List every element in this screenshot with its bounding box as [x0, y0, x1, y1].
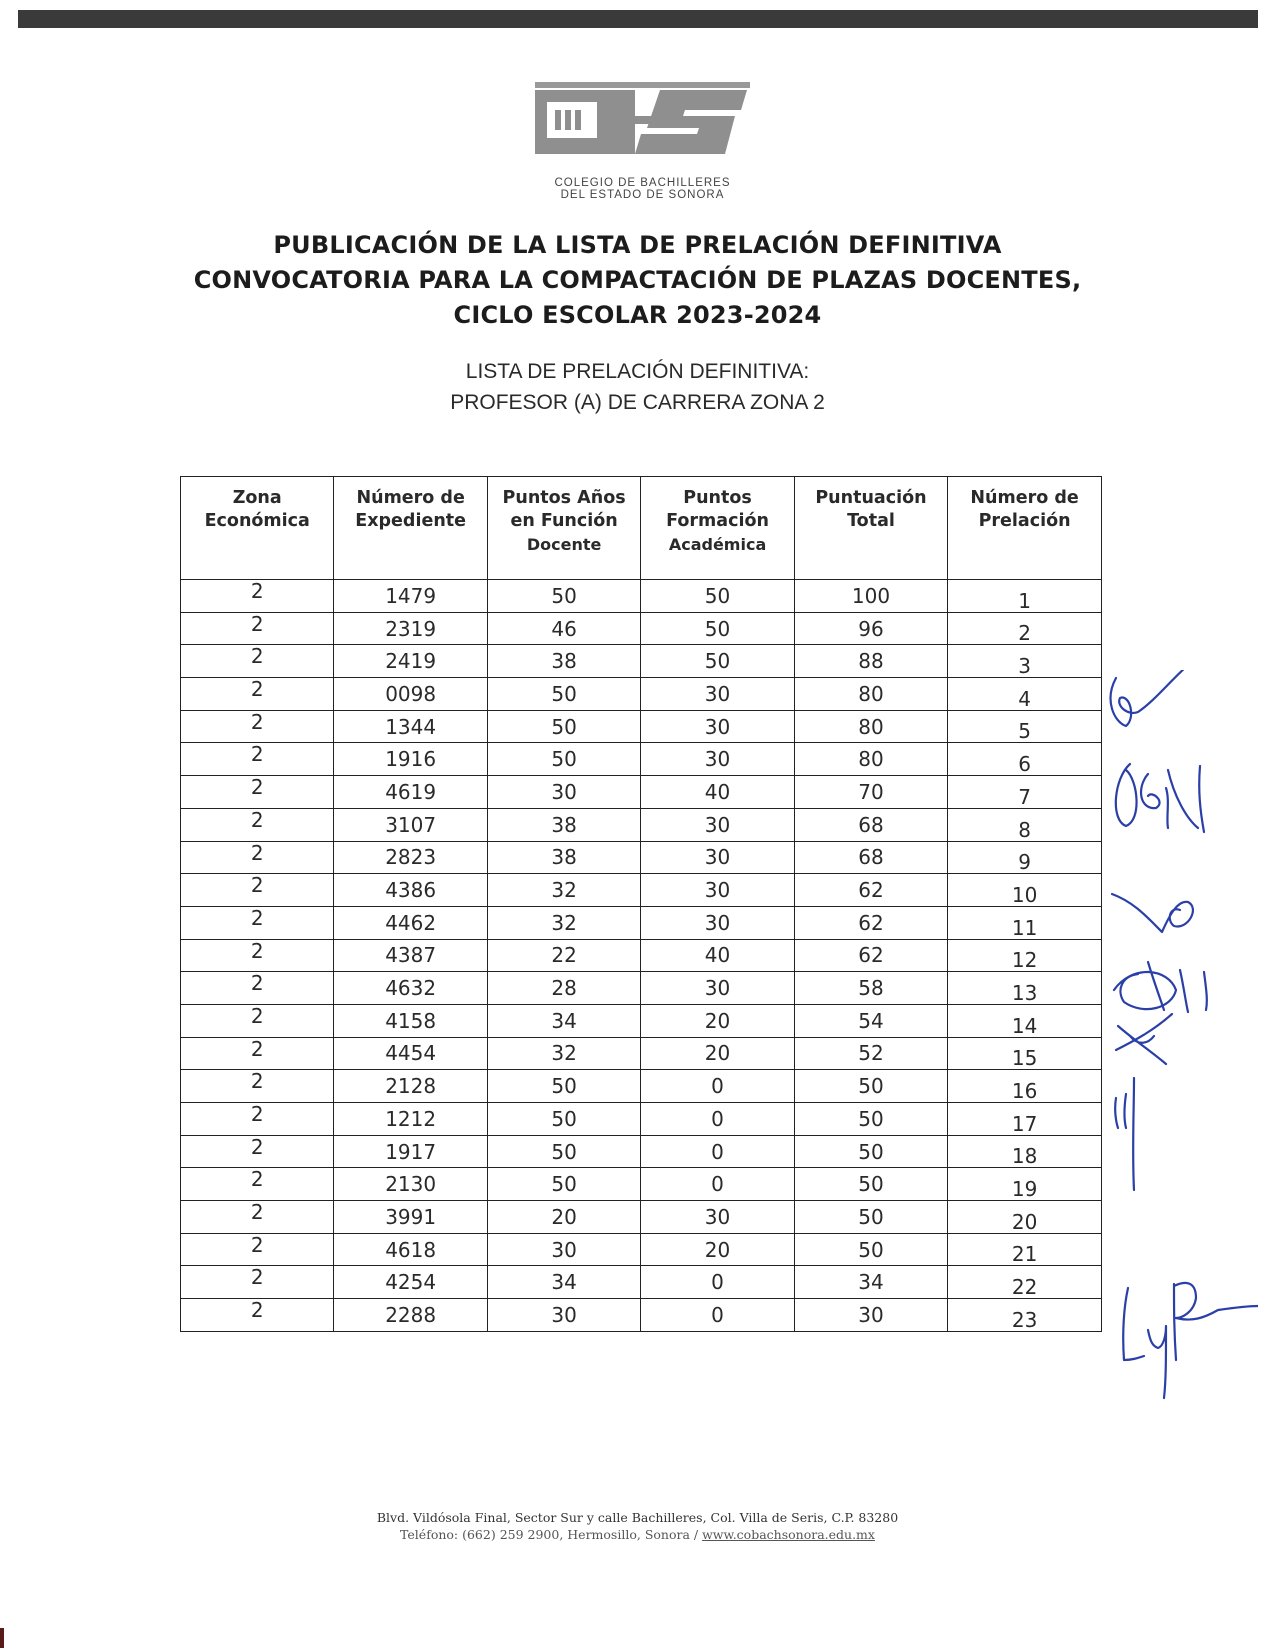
cell-prelacion: 9	[948, 841, 1102, 874]
table-row	[181, 743, 1102, 776]
cell-anios: 50	[487, 1070, 640, 1103]
cell-prelacion: 12	[948, 939, 1102, 972]
cell-prelacion: 17	[948, 1103, 1102, 1136]
table-header-row	[181, 477, 1102, 580]
header-text: Expediente	[355, 511, 467, 531]
header-text: Total	[847, 511, 895, 531]
cell-anios: 30	[487, 776, 640, 809]
cell-formacion: 50	[641, 580, 794, 613]
cell-anios: 38	[487, 841, 640, 874]
cell-total: 50	[794, 1135, 947, 1168]
cell-anios: 50	[487, 678, 640, 711]
table-row	[181, 808, 1102, 841]
cell-total: 50	[794, 1201, 947, 1234]
title-line1: PUBLICACIÓN DE LA LISTA DE PRELACIÓN DEFINITIVA	[273, 231, 1002, 259]
cell-zona: 2	[181, 841, 334, 874]
cell-zona: 2	[181, 612, 334, 645]
cobach-logo	[535, 82, 750, 200]
header-text: Puntuación	[815, 488, 927, 508]
cell-zona: 2	[181, 776, 334, 809]
cell-total: 68	[794, 808, 947, 841]
cell-total: 62	[794, 906, 947, 939]
table-row	[181, 1037, 1102, 1070]
header-text: Puntos Años	[502, 488, 626, 508]
cell-prelacion: 6	[948, 743, 1102, 776]
cell-total: 96	[794, 612, 947, 645]
cell-anios: 20	[487, 1201, 640, 1234]
table-row	[181, 939, 1102, 972]
header-text: Académica	[668, 535, 767, 554]
table-row	[181, 906, 1102, 939]
cell-formacion: 30	[641, 808, 794, 841]
cell-formacion: 40	[641, 939, 794, 972]
header-text: Prelación	[978, 511, 1071, 531]
cell-zona: 2	[181, 1135, 334, 1168]
cell-prelacion: 5	[948, 710, 1102, 743]
cell-expediente: 2419	[334, 645, 487, 678]
cell-expediente: 1212	[334, 1103, 487, 1136]
cell-anios: 38	[487, 645, 640, 678]
cell-expediente: 4454	[334, 1037, 487, 1070]
cell-anios: 46	[487, 612, 640, 645]
cell-prelacion: 16	[948, 1070, 1102, 1103]
handwritten-signatures	[1108, 670, 1258, 1450]
cell-formacion: 0	[641, 1103, 794, 1136]
table-row	[181, 776, 1102, 809]
header-puntuacion-total	[794, 477, 947, 580]
cell-total: 80	[794, 743, 947, 776]
cell-zona: 2	[181, 710, 334, 743]
header-text: Formación	[666, 511, 769, 531]
cell-prelacion: 21	[948, 1233, 1102, 1266]
cell-zona: 2	[181, 1004, 334, 1037]
document-title	[0, 228, 1275, 333]
cell-expediente: 1916	[334, 743, 487, 776]
cell-zona: 2	[181, 1266, 334, 1299]
ranking-table	[180, 476, 1102, 1332]
cell-formacion: 20	[641, 1233, 794, 1266]
cell-expediente: 2130	[334, 1168, 487, 1201]
logo-text-line2: DEL ESTADO DE SONORA	[560, 189, 725, 201]
cell-total: 30	[794, 1299, 947, 1332]
cell-formacion: 0	[641, 1266, 794, 1299]
subtitle-line1: LISTA DE PRELACIÓN DEFINITIVA:	[465, 360, 810, 383]
header-puntos-formacion	[641, 477, 794, 580]
header-text: Económica	[204, 511, 310, 531]
cell-prelacion: 19	[948, 1168, 1102, 1201]
footer-phone: Teléfono: (662) 259 2900, Hermosillo, Sonora /	[400, 1527, 703, 1542]
cell-anios: 50	[487, 743, 640, 776]
table-row	[181, 1004, 1102, 1037]
cell-zona: 2	[181, 906, 334, 939]
cell-anios: 50	[487, 710, 640, 743]
cell-formacion: 50	[641, 645, 794, 678]
cell-expediente: 2128	[334, 1070, 487, 1103]
cell-formacion: 20	[641, 1004, 794, 1037]
cell-formacion: 30	[641, 1201, 794, 1234]
cell-formacion: 0	[641, 1070, 794, 1103]
cell-expediente: 0098	[334, 678, 487, 711]
table-row	[181, 841, 1102, 874]
signature-2	[1116, 764, 1204, 832]
title-line3: CICLO ESCOLAR 2023-2024	[453, 301, 822, 329]
table-row	[181, 1233, 1102, 1266]
cell-total: 88	[794, 645, 947, 678]
cell-zona: 2	[181, 645, 334, 678]
table-row	[181, 1299, 1102, 1332]
cell-expediente: 4632	[334, 972, 487, 1005]
cell-expediente: 4387	[334, 939, 487, 972]
cell-formacion: 0	[641, 1168, 794, 1201]
cell-expediente: 4158	[334, 1004, 487, 1037]
cell-prelacion: 1	[948, 580, 1102, 613]
signature-7	[1123, 1283, 1258, 1398]
cell-expediente: 4386	[334, 874, 487, 907]
cell-total: 80	[794, 710, 947, 743]
footer-website-link[interactable]: www.cobachsonora.edu.mx	[702, 1527, 875, 1542]
table-row	[181, 874, 1102, 907]
cell-total: 50	[794, 1168, 947, 1201]
cell-zona: 2	[181, 1168, 334, 1201]
cell-formacion: 30	[641, 972, 794, 1005]
cell-formacion: 0	[641, 1135, 794, 1168]
cell-total: 62	[794, 939, 947, 972]
cell-zona: 2	[181, 1037, 334, 1070]
cell-expediente: 1479	[334, 580, 487, 613]
cell-prelacion: 4	[948, 678, 1102, 711]
cell-anios: 34	[487, 1266, 640, 1299]
header-text: Número de	[970, 488, 1079, 508]
cell-zona: 2	[181, 1201, 334, 1234]
header-zona-economica	[181, 477, 334, 580]
table-row	[181, 1070, 1102, 1103]
cell-zona: 2	[181, 972, 334, 1005]
cell-prelacion: 15	[948, 1037, 1102, 1070]
cell-zona: 2	[181, 939, 334, 972]
cell-total: 52	[794, 1037, 947, 1070]
cell-total: 58	[794, 972, 947, 1005]
table-row	[181, 678, 1102, 711]
footer-address: Blvd. Vildósola Final, Sector Sur y calle Bachilleres, Col. Villa de Seris, C.P. 83280	[376, 1510, 899, 1525]
cell-expediente: 2319	[334, 612, 487, 645]
cell-anios: 34	[487, 1004, 640, 1037]
cell-zona: 2	[181, 1070, 334, 1103]
cell-zona: 2	[181, 1103, 334, 1136]
cell-total: 62	[794, 874, 947, 907]
cell-total: 50	[794, 1070, 947, 1103]
cell-zona: 2	[181, 1299, 334, 1332]
header-numero-expediente	[334, 477, 487, 580]
cell-anios: 30	[487, 1233, 640, 1266]
cell-anios: 28	[487, 972, 640, 1005]
table-row	[181, 1168, 1102, 1201]
cobach-logo-icon	[535, 82, 750, 156]
cell-anios: 50	[487, 1135, 640, 1168]
table-row	[181, 1201, 1102, 1234]
cell-anios: 32	[487, 906, 640, 939]
cell-formacion: 30	[641, 678, 794, 711]
scan-edge-mark	[0, 1628, 4, 1648]
table-row	[181, 1266, 1102, 1299]
cell-zona: 2	[181, 580, 334, 613]
cell-formacion: 30	[641, 743, 794, 776]
cell-expediente: 2288	[334, 1299, 487, 1332]
cell-anios: 32	[487, 874, 640, 907]
cell-prelacion: 22	[948, 1266, 1102, 1299]
cell-zona: 2	[181, 678, 334, 711]
logo-text-line1: COLEGIO DE BACHILLERES	[554, 177, 731, 189]
cell-anios: 38	[487, 808, 640, 841]
table-row	[181, 1103, 1102, 1136]
cell-prelacion: 13	[948, 972, 1102, 1005]
signature-4	[1114, 962, 1207, 1012]
header-text: en Función	[510, 511, 618, 531]
signature-1	[1111, 670, 1196, 726]
table-row	[181, 710, 1102, 743]
cell-expediente: 4462	[334, 906, 487, 939]
cell-formacion: 30	[641, 710, 794, 743]
cell-zona: 2	[181, 874, 334, 907]
cell-total: 34	[794, 1266, 947, 1299]
cell-expediente: 4618	[334, 1233, 487, 1266]
cell-total: 70	[794, 776, 947, 809]
cell-anios: 50	[487, 580, 640, 613]
header-text: Zona	[232, 488, 282, 508]
cell-total: 54	[794, 1004, 947, 1037]
footer-contact	[0, 1526, 1275, 1543]
cell-prelacion: 2	[948, 612, 1102, 645]
cell-zona: 2	[181, 808, 334, 841]
cell-total: 100	[794, 580, 947, 613]
cell-total: 50	[794, 1103, 947, 1136]
cell-prelacion: 20	[948, 1201, 1102, 1234]
page-footer	[0, 1509, 1275, 1543]
cell-total: 80	[794, 678, 947, 711]
header-text: Puntos	[683, 488, 752, 508]
signature-6	[1115, 1078, 1134, 1190]
subtitle-line2: PROFESOR (A) DE CARRERA ZONA 2	[450, 391, 825, 414]
cell-expediente: 4254	[334, 1266, 487, 1299]
cell-total: 68	[794, 841, 947, 874]
cell-prelacion: 14	[948, 1004, 1102, 1037]
cell-anios: 30	[487, 1299, 640, 1332]
cell-prelacion: 7	[948, 776, 1102, 809]
cell-formacion: 30	[641, 874, 794, 907]
cell-formacion: 0	[641, 1299, 794, 1332]
cell-formacion: 30	[641, 841, 794, 874]
cell-expediente: 1344	[334, 710, 487, 743]
cell-anios: 22	[487, 939, 640, 972]
cell-formacion: 20	[641, 1037, 794, 1070]
table-row	[181, 645, 1102, 678]
cell-formacion: 30	[641, 906, 794, 939]
cell-expediente: 4619	[334, 776, 487, 809]
header-puntos-anios	[487, 477, 640, 580]
cell-anios: 50	[487, 1103, 640, 1136]
signature-3	[1112, 894, 1193, 932]
cell-prelacion: 8	[948, 808, 1102, 841]
header-text: Número de	[356, 488, 465, 508]
cell-anios: 32	[487, 1037, 640, 1070]
cell-total: 50	[794, 1233, 947, 1266]
cell-expediente: 1917	[334, 1135, 487, 1168]
cell-zona: 2	[181, 1233, 334, 1266]
top-scan-bar	[18, 10, 1258, 28]
cell-expediente: 3107	[334, 808, 487, 841]
cell-formacion: 40	[641, 776, 794, 809]
cell-formacion: 50	[641, 612, 794, 645]
title-line2: CONVOCATORIA PARA LA COMPACTACIÓN DE PLAZAS DOCENTES,	[193, 266, 1082, 294]
cell-prelacion: 18	[948, 1135, 1102, 1168]
cell-zona: 2	[181, 743, 334, 776]
header-text: Docente	[526, 535, 602, 554]
table-row	[181, 1135, 1102, 1168]
table-row	[181, 612, 1102, 645]
header-numero-prelacion	[948, 477, 1102, 580]
signature-5	[1116, 1014, 1172, 1064]
cell-prelacion: 23	[948, 1299, 1102, 1332]
cell-expediente: 2823	[334, 841, 487, 874]
table-row	[181, 972, 1102, 1005]
cell-expediente: 3991	[334, 1201, 487, 1234]
cell-prelacion: 3	[948, 645, 1102, 678]
table-row	[181, 580, 1102, 613]
cell-anios: 50	[487, 1168, 640, 1201]
cell-prelacion: 11	[948, 906, 1102, 939]
cell-prelacion: 10	[948, 874, 1102, 907]
table-body	[181, 580, 1102, 1332]
document-subtitle	[0, 356, 1275, 418]
